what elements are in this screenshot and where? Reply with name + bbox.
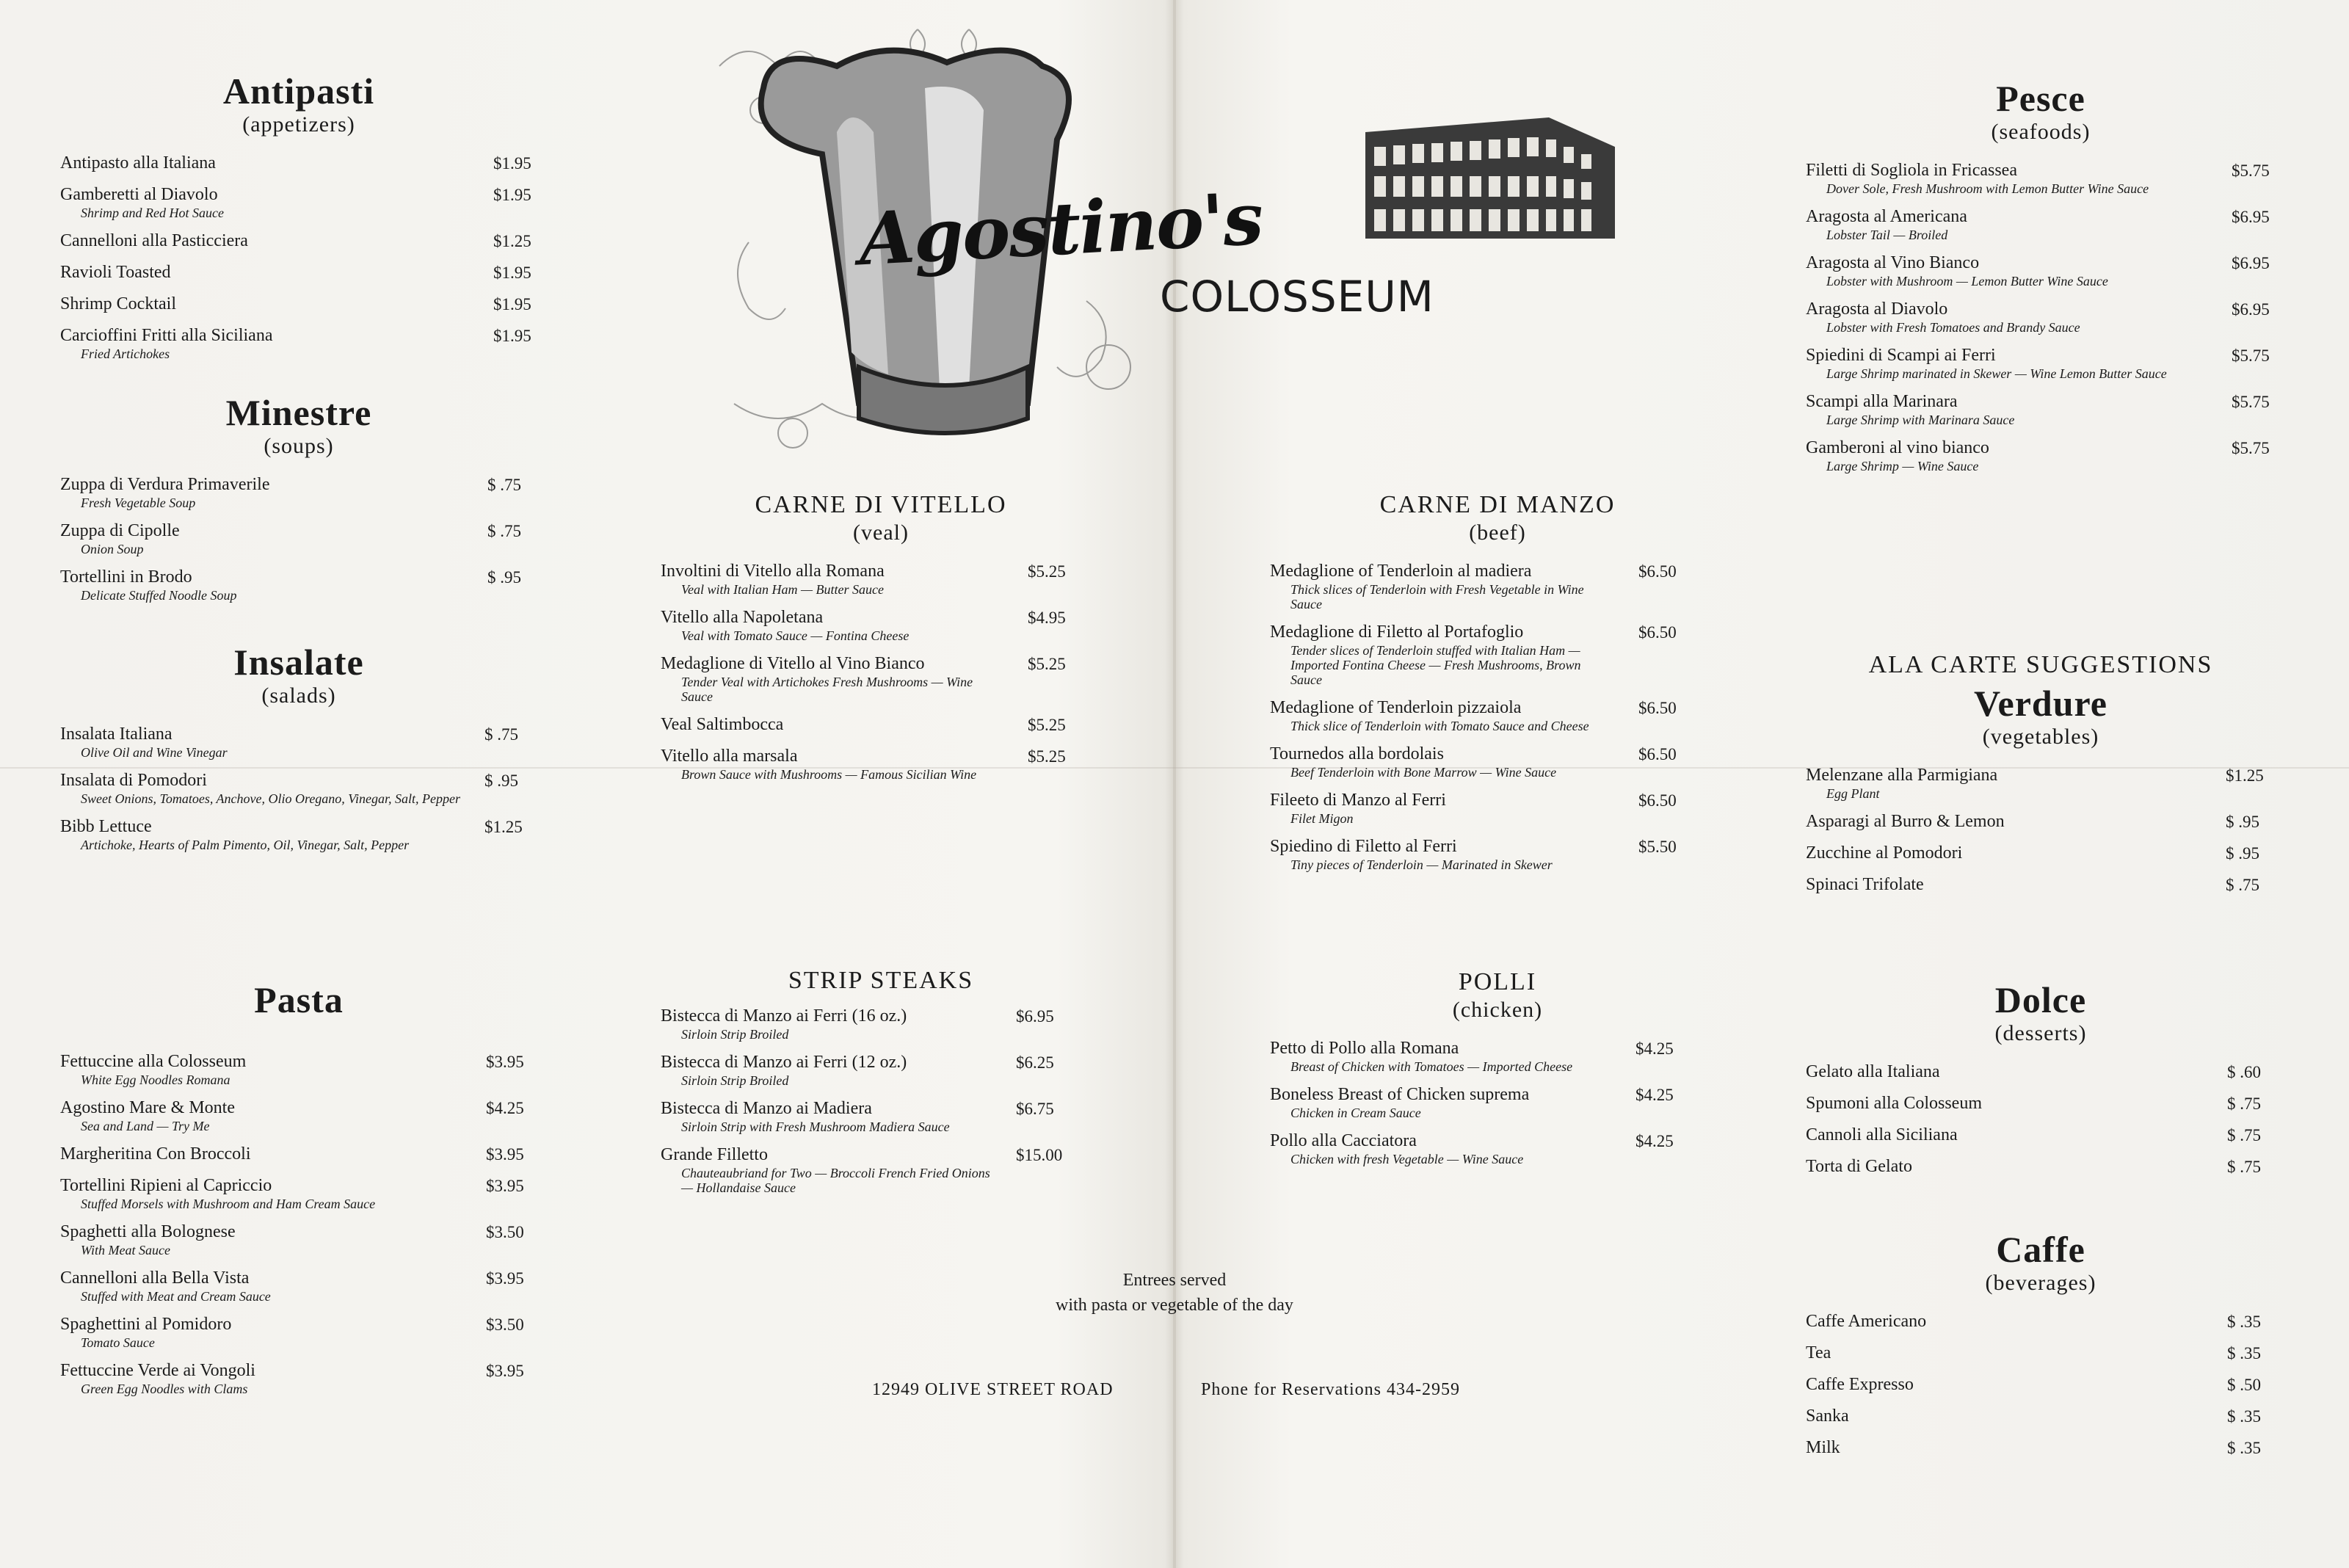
menu-item-list [60, 153, 537, 361]
menu-item-price: $3.50 [486, 1315, 524, 1334]
menu-item [1806, 299, 2276, 335]
menu-item-list [1270, 1038, 1725, 1166]
menu-item-name: Medaglione of Tenderloin pizzaiola [1270, 698, 1522, 717]
menu-item-list [1806, 1061, 2276, 1177]
menu-item-price: $1.25 [2226, 766, 2264, 785]
menu-item-description: Chauteaubriand for Two — Broccoli French Fried Onions — Hollandaise Sauce [681, 1166, 990, 1195]
menu-item-price: $ .75 [487, 476, 521, 494]
caffe-section [1806, 1229, 2276, 1469]
menu-item-name: Antipasto alla Italiana [60, 153, 216, 173]
section-subtitle: (beef) [1469, 520, 1526, 545]
menu-item [1270, 1084, 1725, 1120]
menu-item-name: Asparagi al Burro & Lemon [1806, 812, 2005, 831]
menu-item-name: Spiedini di Scampi ai Ferri [1806, 346, 1996, 365]
menu-item-price: $ .75 [2227, 1095, 2261, 1113]
menu-item-price: $1.95 [493, 295, 531, 313]
menu-item-description: Lobster Tail — Broiled [1826, 228, 1948, 242]
menu-item-description: Beef Tenderloin with Bone Marrow — Wine Sauce [1290, 765, 1557, 780]
menu-item-description: Breast of Chicken with Tomatoes — Imported Cheese [1290, 1059, 1573, 1074]
menu-item [661, 746, 1101, 782]
menu-item-price: $4.25 [1635, 1132, 1674, 1150]
menu-item-list [661, 561, 1101, 782]
menu-item-price: $4.95 [1028, 609, 1066, 627]
menu-item-name: Veal Saltimbocca [661, 715, 784, 734]
section-title: Pesce [1996, 78, 2085, 119]
menu-item-name: Cannoli alla Siciliana [1806, 1125, 1958, 1144]
section-title: Caffe [1996, 1229, 2085, 1270]
menu-item [60, 1144, 537, 1165]
menu-item-name: Fettuccine Verde ai Vongoli [60, 1361, 255, 1380]
section-subtitle: (soups) [264, 434, 334, 458]
menu-item-name: Fettuccine alla Colosseum [60, 1052, 247, 1071]
insalate-section [60, 642, 537, 863]
menu-item-description: Onion Soup [81, 542, 144, 556]
menu-item-name: Boneless Breast of Chicken suprema [1270, 1085, 1530, 1104]
menu-item [1806, 1406, 2276, 1427]
menu-item-description: Sirloin Strip Broiled [681, 1027, 789, 1042]
menu-item-description: Delicate Stuffed Noodle Soup [81, 588, 237, 603]
menu-item-price: $ .75 [487, 522, 521, 540]
menu-item-name: Spaghetti alla Bolognese [60, 1222, 236, 1241]
menu-item-description: Lobster with Mushroom — Lemon Butter Wine Sauce [1826, 274, 2108, 288]
menu-item [1806, 253, 2276, 288]
menu-item-list [60, 724, 537, 852]
menu-item-description: Veal with Tomato Sauce — Fontina Cheese [681, 628, 910, 643]
menu-item-price: $6.95 [2232, 254, 2270, 272]
menu-item [60, 520, 537, 556]
menu-item-description: Filet Migon [1290, 811, 1354, 826]
menu-item-description: Artichoke, Hearts of Palm Pimento, Oil, Vinegar, Salt, Pepper [81, 838, 410, 852]
menu-item-price: $5.75 [2232, 346, 2270, 365]
menu-item [60, 1268, 537, 1304]
menu-item-list [1270, 561, 1725, 872]
menu-item-price: $3.95 [486, 1053, 524, 1071]
menu-item-price: $3.95 [486, 1145, 524, 1164]
menu-item-description: Green Egg Noodles with Clams [81, 1382, 248, 1396]
menu-item-description: Sweet Onions, Tomatoes, Anchove, Olio Oregano, Vinegar, Salt, Pepper [81, 791, 460, 806]
menu-item-description: Egg Plant [1826, 786, 1880, 801]
menu-item-price: $ .35 [2227, 1344, 2261, 1362]
menu-item [1806, 1156, 2276, 1177]
menu-item-name: Gamberoni al vino bianco [1806, 438, 1989, 457]
section-subtitle: (vegetables) [1982, 725, 2099, 749]
menu-item-price: $ .95 [2226, 813, 2259, 831]
menu-item-price: $6.95 [2232, 300, 2270, 319]
menu-item-price: $5.25 [1028, 716, 1066, 734]
menu-item-name: Caffe Americano [1806, 1312, 1927, 1331]
menu-item-description: Stuffed Morsels with Mushroom and Ham Cream Sauce [81, 1197, 376, 1211]
menu-item-price: $5.75 [2232, 393, 2270, 411]
menu-item-description: Large Shrimp marinated in Skewer — Wine Lemon Butter Sauce [1826, 366, 2167, 381]
minestre-section [60, 392, 537, 613]
menu-item-description: Thick slices of Tenderloin with Fresh Vegetable in Wine Sauce [1290, 582, 1584, 611]
menu-item-name: Zuppa di Verdura Primaverile [60, 475, 270, 494]
menu-item-price: $6.25 [1016, 1053, 1054, 1072]
menu-item-name: Pollo alla Cacciatora [1270, 1131, 1417, 1150]
menu-item-price: $ .75 [484, 725, 518, 744]
entree-note-line2: with pasta or vegetable of the day [1056, 1296, 1293, 1315]
menu-item-price: $1.25 [493, 232, 531, 250]
menu-item [1270, 790, 1725, 826]
menu-item [1806, 843, 2276, 864]
menu-item-description: Veal with Italian Ham — Butter Sauce [681, 582, 884, 597]
menu-item-description: White Egg Noodles Romana [81, 1072, 230, 1087]
menu-item [60, 770, 537, 806]
menu-item-name: Scampi alla Marinara [1806, 392, 1958, 411]
menu-item-price: $3.95 [486, 1269, 524, 1288]
menu-item-name: Vitello alla marsala [661, 747, 798, 766]
menu-item-name: Spinaci Trifolate [1806, 875, 1924, 894]
menu-item [1270, 622, 1725, 687]
section-title: CARNE DI MANZO [1379, 491, 1616, 518]
menu-item [1806, 1061, 2276, 1083]
menu-item-description: Tender slices of Tenderloin stuffed with Italian Ham — Imported Fontina Cheese — Fresh Mushrooms, Brown Sauce [1290, 643, 1581, 687]
menu-item-name: Spaghettini al Pomidoro [60, 1315, 232, 1334]
menu-item-name: Insalata Italiana [60, 725, 173, 744]
menu-item-description: Stuffed with Meat and Cream Sauce [81, 1289, 271, 1304]
section-title: POLLI [1458, 968, 1537, 995]
menu-item [60, 1097, 537, 1133]
menu-item-description: With Meat Sauce [81, 1243, 170, 1257]
menu-item-name: Milk [1806, 1438, 1840, 1457]
menu-item-price: $ .95 [484, 772, 518, 790]
menu-item-description: Shrimp and Red Hot Sauce [81, 206, 224, 220]
menu-item [661, 607, 1101, 643]
menu-item [661, 561, 1101, 597]
menu-item-name: Petto di Pollo alla Romana [1270, 1039, 1459, 1058]
menu-item-price: $ .75 [2226, 876, 2259, 894]
menu-item-name: Carcioffini Fritti alla Siciliana [60, 326, 273, 345]
menu-item-description: Fried Artichokes [81, 346, 170, 361]
menu-item [60, 816, 537, 852]
menu-item [661, 714, 1101, 736]
section-title: Insalate [233, 642, 364, 683]
menu-item [1806, 345, 2276, 381]
menu-item-price: $6.50 [1638, 745, 1677, 763]
ala-carte-heading: ALA CARTE SUGGESTIONS [1868, 651, 2213, 678]
menu-item-name: Shrimp Cocktail [60, 294, 176, 313]
menu-item-price: $6.50 [1638, 699, 1677, 717]
menu-item-price: $6.75 [1016, 1100, 1054, 1118]
menu-item-description: Sea and Land — Try Me [81, 1119, 210, 1133]
menu-item-list [1806, 765, 2276, 896]
menu-item-price: $6.50 [1638, 791, 1677, 810]
menu-item-name: Tortellini in Brodo [60, 567, 192, 587]
menu-item-name: Spumoni alla Colosseum [1806, 1094, 1982, 1113]
menu-item-name: Involtini di Vitello alla Romana [661, 562, 885, 581]
menu-item [60, 1051, 537, 1087]
menu-item-name: Filetti di Sogliola in Fricassea [1806, 161, 2017, 180]
menu-item-description: Fresh Vegetable Soup [81, 496, 196, 510]
menu-item-name: Ravioli Toasted [60, 263, 171, 282]
menu-item-description: Large Shrimp with Marinara Sauce [1826, 413, 2015, 427]
menu-item [1270, 561, 1725, 611]
menu-item-name: Tortellini Ripieni al Capriccio [60, 1176, 272, 1195]
menu-item-description: Tomato Sauce [81, 1335, 155, 1350]
section-title: Dolce [1994, 979, 2087, 1020]
menu-item-description: Sirloin Strip Broiled [681, 1073, 789, 1088]
menu-item-list [661, 1006, 1101, 1195]
section-title: Minestre [225, 392, 372, 433]
menu-item [60, 262, 537, 283]
menu-item-price: $6.50 [1638, 623, 1677, 642]
menu-item-price: $1.95 [493, 186, 531, 204]
menu-item [60, 724, 537, 760]
menu-item-name: Fileeto di Manzo al Ferri [1270, 791, 1446, 810]
menu-item-name: Margheritina Con Broccoli [60, 1144, 251, 1164]
pesce-section [1806, 78, 2276, 484]
menu-item-name: Gelato alla Italiana [1806, 1062, 1940, 1081]
menu-item-name: Zucchine al Pomodori [1806, 843, 1963, 863]
menu-item-list [60, 1051, 537, 1396]
menu-item [1806, 1311, 2276, 1332]
entree-note [991, 1268, 1358, 1318]
menu-item-price: $4.25 [1635, 1039, 1674, 1058]
menu-item [1806, 765, 2276, 801]
menu-item-price: $15.00 [1016, 1146, 1063, 1164]
restaurant-name: Agostino's [857, 176, 1265, 283]
menu-item-price: $4.25 [1635, 1086, 1674, 1104]
section-title: Pasta [254, 979, 344, 1020]
vitello-section [661, 490, 1101, 792]
menu-item [60, 1360, 537, 1396]
menu-item [1270, 1038, 1725, 1074]
menu-item-name: Melenzane alla Parmigiana [1806, 766, 1998, 785]
section-subtitle: (beverages) [1985, 1271, 2096, 1295]
menu-item-price: $6.50 [1638, 562, 1677, 581]
menu-item-name: Tournedos alla bordolais [1270, 744, 1444, 763]
menu-item-price: $ .75 [2227, 1158, 2261, 1176]
menu-item [60, 231, 537, 252]
menu-item-list [60, 474, 537, 603]
menu-item [661, 1006, 1101, 1042]
menu-item-description: Large Shrimp — Wine Sauce [1826, 459, 1979, 473]
menu-item [1270, 1130, 1725, 1166]
menu-item [1806, 1125, 2276, 1146]
menu-item-price: $1.25 [484, 818, 523, 836]
menu-item-name: Aragosta al Diavolo [1806, 300, 1948, 319]
menu-item-name: Aragosta al Americana [1806, 207, 1967, 226]
verdure-section [1806, 650, 2276, 906]
menu-item-name: Grande Filletto [661, 1145, 768, 1164]
menu-item [1270, 697, 1725, 733]
menu-item-name: Bistecca di Manzo ai Ferri (12 oz.) [661, 1053, 907, 1072]
menu-item-price: $6.95 [1016, 1007, 1054, 1026]
menu-item [1806, 1374, 2276, 1395]
menu-item-price: $3.95 [486, 1177, 524, 1195]
menu-item [1806, 206, 2276, 242]
menu-item-price: $4.25 [486, 1099, 524, 1117]
menu-item-list [1806, 1311, 2276, 1459]
menu-item-name: Insalata di Pomodori [60, 771, 207, 790]
polli-section [1270, 968, 1725, 1177]
menu-item [60, 474, 537, 510]
section-title: STRIP STEAKS [788, 967, 974, 994]
menu-item-price: $5.50 [1638, 838, 1677, 856]
menu-item [60, 567, 537, 603]
menu-item-description: Sirloin Strip with Fresh Mushroom Madiera Sauce [681, 1119, 950, 1134]
menu-item [60, 1175, 537, 1211]
menu-item-price: $ .50 [2227, 1376, 2261, 1394]
menu-item-description: Olive Oil and Wine Vinegar [81, 745, 228, 760]
menu-item-description: Dover Sole, Fresh Mushroom with Lemon Butter Wine Sauce [1826, 181, 2149, 196]
menu-item [1806, 1093, 2276, 1114]
menu-item-price: $5.25 [1028, 655, 1066, 673]
pasta-section [60, 979, 537, 1407]
menu-item-price: $ .35 [2227, 1313, 2261, 1331]
menu-item-name: Caffe Expresso [1806, 1375, 1914, 1394]
menu-item-description: Thick slice of Tenderloin with Tomato Sauce and Cheese [1290, 719, 1589, 733]
menu-item-price: $1.95 [493, 327, 531, 345]
menu-item-name: Vitello alla Napoletana [661, 608, 824, 627]
menu-item [1806, 160, 2276, 196]
antipasti-section [60, 70, 537, 371]
menu-item-name: Medaglione di Vitello al Vino Bianco [661, 654, 925, 673]
menu-item-price: $1.95 [493, 264, 531, 282]
menu-item-description: Tiny pieces of Tenderloin — Marinated in Skewer [1290, 857, 1553, 872]
menu-item [60, 1314, 537, 1350]
menu-item-name: Cannelloni alla Bella Vista [60, 1268, 250, 1288]
section-subtitle: (seafoods) [1991, 120, 2091, 144]
section-subtitle: (veal) [853, 520, 909, 545]
menu-item [1806, 811, 2276, 832]
manzo-section [1270, 490, 1725, 882]
menu-item-name: Medaglione di Filetto al Portafoglio [1270, 623, 1524, 642]
restaurant-subtitle: COLOSSEUM [1160, 272, 1434, 322]
section-title: Verdure [1974, 683, 2107, 724]
menu-item-price: $6.95 [2232, 208, 2270, 226]
menu-item-name: Tea [1806, 1343, 1831, 1362]
menu-item-description: Chicken with fresh Vegetable — Wine Sauce [1290, 1152, 1524, 1166]
menu-item-price: $5.25 [1028, 562, 1066, 581]
section-title: CARNE DI VITELLO [755, 491, 1007, 518]
menu-item-price: $3.50 [486, 1223, 524, 1241]
colosseum-icon [1358, 103, 1622, 242]
menu-item-description: Lobster with Fresh Tomatoes and Brandy Sauce [1826, 320, 2080, 335]
address: 12949 OLIVE STREET ROAD [872, 1380, 1114, 1399]
section-subtitle: (appetizers) [242, 112, 355, 137]
dolce-section [1806, 979, 2276, 1188]
menu-item [1806, 391, 2276, 427]
entree-note-line1: Entrees served [1122, 1271, 1227, 1290]
menu-item-list [1806, 160, 2276, 473]
menu-item [661, 1144, 1101, 1195]
strip-steaks-section [661, 966, 1101, 1205]
menu-item-name: Torta di Gelato [1806, 1157, 1912, 1176]
menu-item-price: $3.95 [486, 1362, 524, 1380]
section-subtitle: (chicken) [1452, 998, 1543, 1022]
menu-item-price: $ .35 [2227, 1439, 2261, 1457]
menu-item-name: Bibb Lettuce [60, 817, 152, 836]
menu-item-name: Sanka [1806, 1407, 1849, 1426]
menu-item-name: Bistecca di Manzo ai Ferri (16 oz.) [661, 1006, 907, 1026]
menu-item-description: Tender Veal with Artichokes Fresh Mushrooms — Wine Sauce [681, 675, 973, 704]
menu-item-name: Cannelloni alla Pasticciera [60, 231, 248, 250]
menu-item [1806, 1343, 2276, 1364]
menu-item-price: $5.25 [1028, 747, 1066, 766]
menu-item [60, 153, 537, 174]
menu-item [60, 1222, 537, 1257]
section-subtitle: (desserts) [1994, 1021, 2087, 1045]
phone-number: Phone for Reservations 434-2959 [1201, 1380, 1460, 1399]
menu-item [60, 294, 537, 315]
menu-item-price: $ .60 [2227, 1063, 2261, 1081]
menu-item [60, 325, 537, 361]
menu-item-name: Zuppa di Cipolle [60, 521, 180, 540]
section-subtitle: (salads) [261, 683, 336, 708]
menu-item-price: $5.75 [2232, 439, 2270, 457]
menu-item-name: Agostino Mare & Monte [60, 1098, 235, 1117]
menu-item-name: Spiedino di Filetto al Ferri [1270, 837, 1457, 856]
menu-item-price: $ .35 [2227, 1407, 2261, 1426]
menu-item [60, 184, 537, 220]
menu-item-price: $ .75 [2227, 1126, 2261, 1144]
menu-item-price: $ .95 [2226, 844, 2259, 863]
menu-item-name: Bistecca di Manzo ai Madiera [661, 1099, 872, 1118]
menu-item [1806, 874, 2276, 896]
section-title: Antipasti [222, 70, 375, 112]
menu-item-price: $ .95 [487, 568, 521, 587]
menu-item-price: $1.95 [493, 154, 531, 173]
menu-item [661, 1098, 1101, 1134]
menu-item-name: Medaglione of Tenderloin al madiera [1270, 562, 1532, 581]
menu-item [1270, 744, 1725, 780]
menu-item-description: Chicken in Cream Sauce [1290, 1106, 1421, 1120]
menu-item [1806, 438, 2276, 473]
menu-item [661, 653, 1101, 704]
menu-item-name: Aragosta al Vino Bianco [1806, 253, 1980, 272]
menu-item-price: $5.75 [2232, 161, 2270, 180]
menu-item [1806, 1437, 2276, 1459]
menu-item [1270, 836, 1725, 872]
menu-item [661, 1052, 1101, 1088]
menu-item-description: Brown Sauce with Mushrooms — Famous Sicilian Wine [681, 767, 977, 782]
menu-item-name: Gamberetti al Diavolo [60, 185, 218, 204]
